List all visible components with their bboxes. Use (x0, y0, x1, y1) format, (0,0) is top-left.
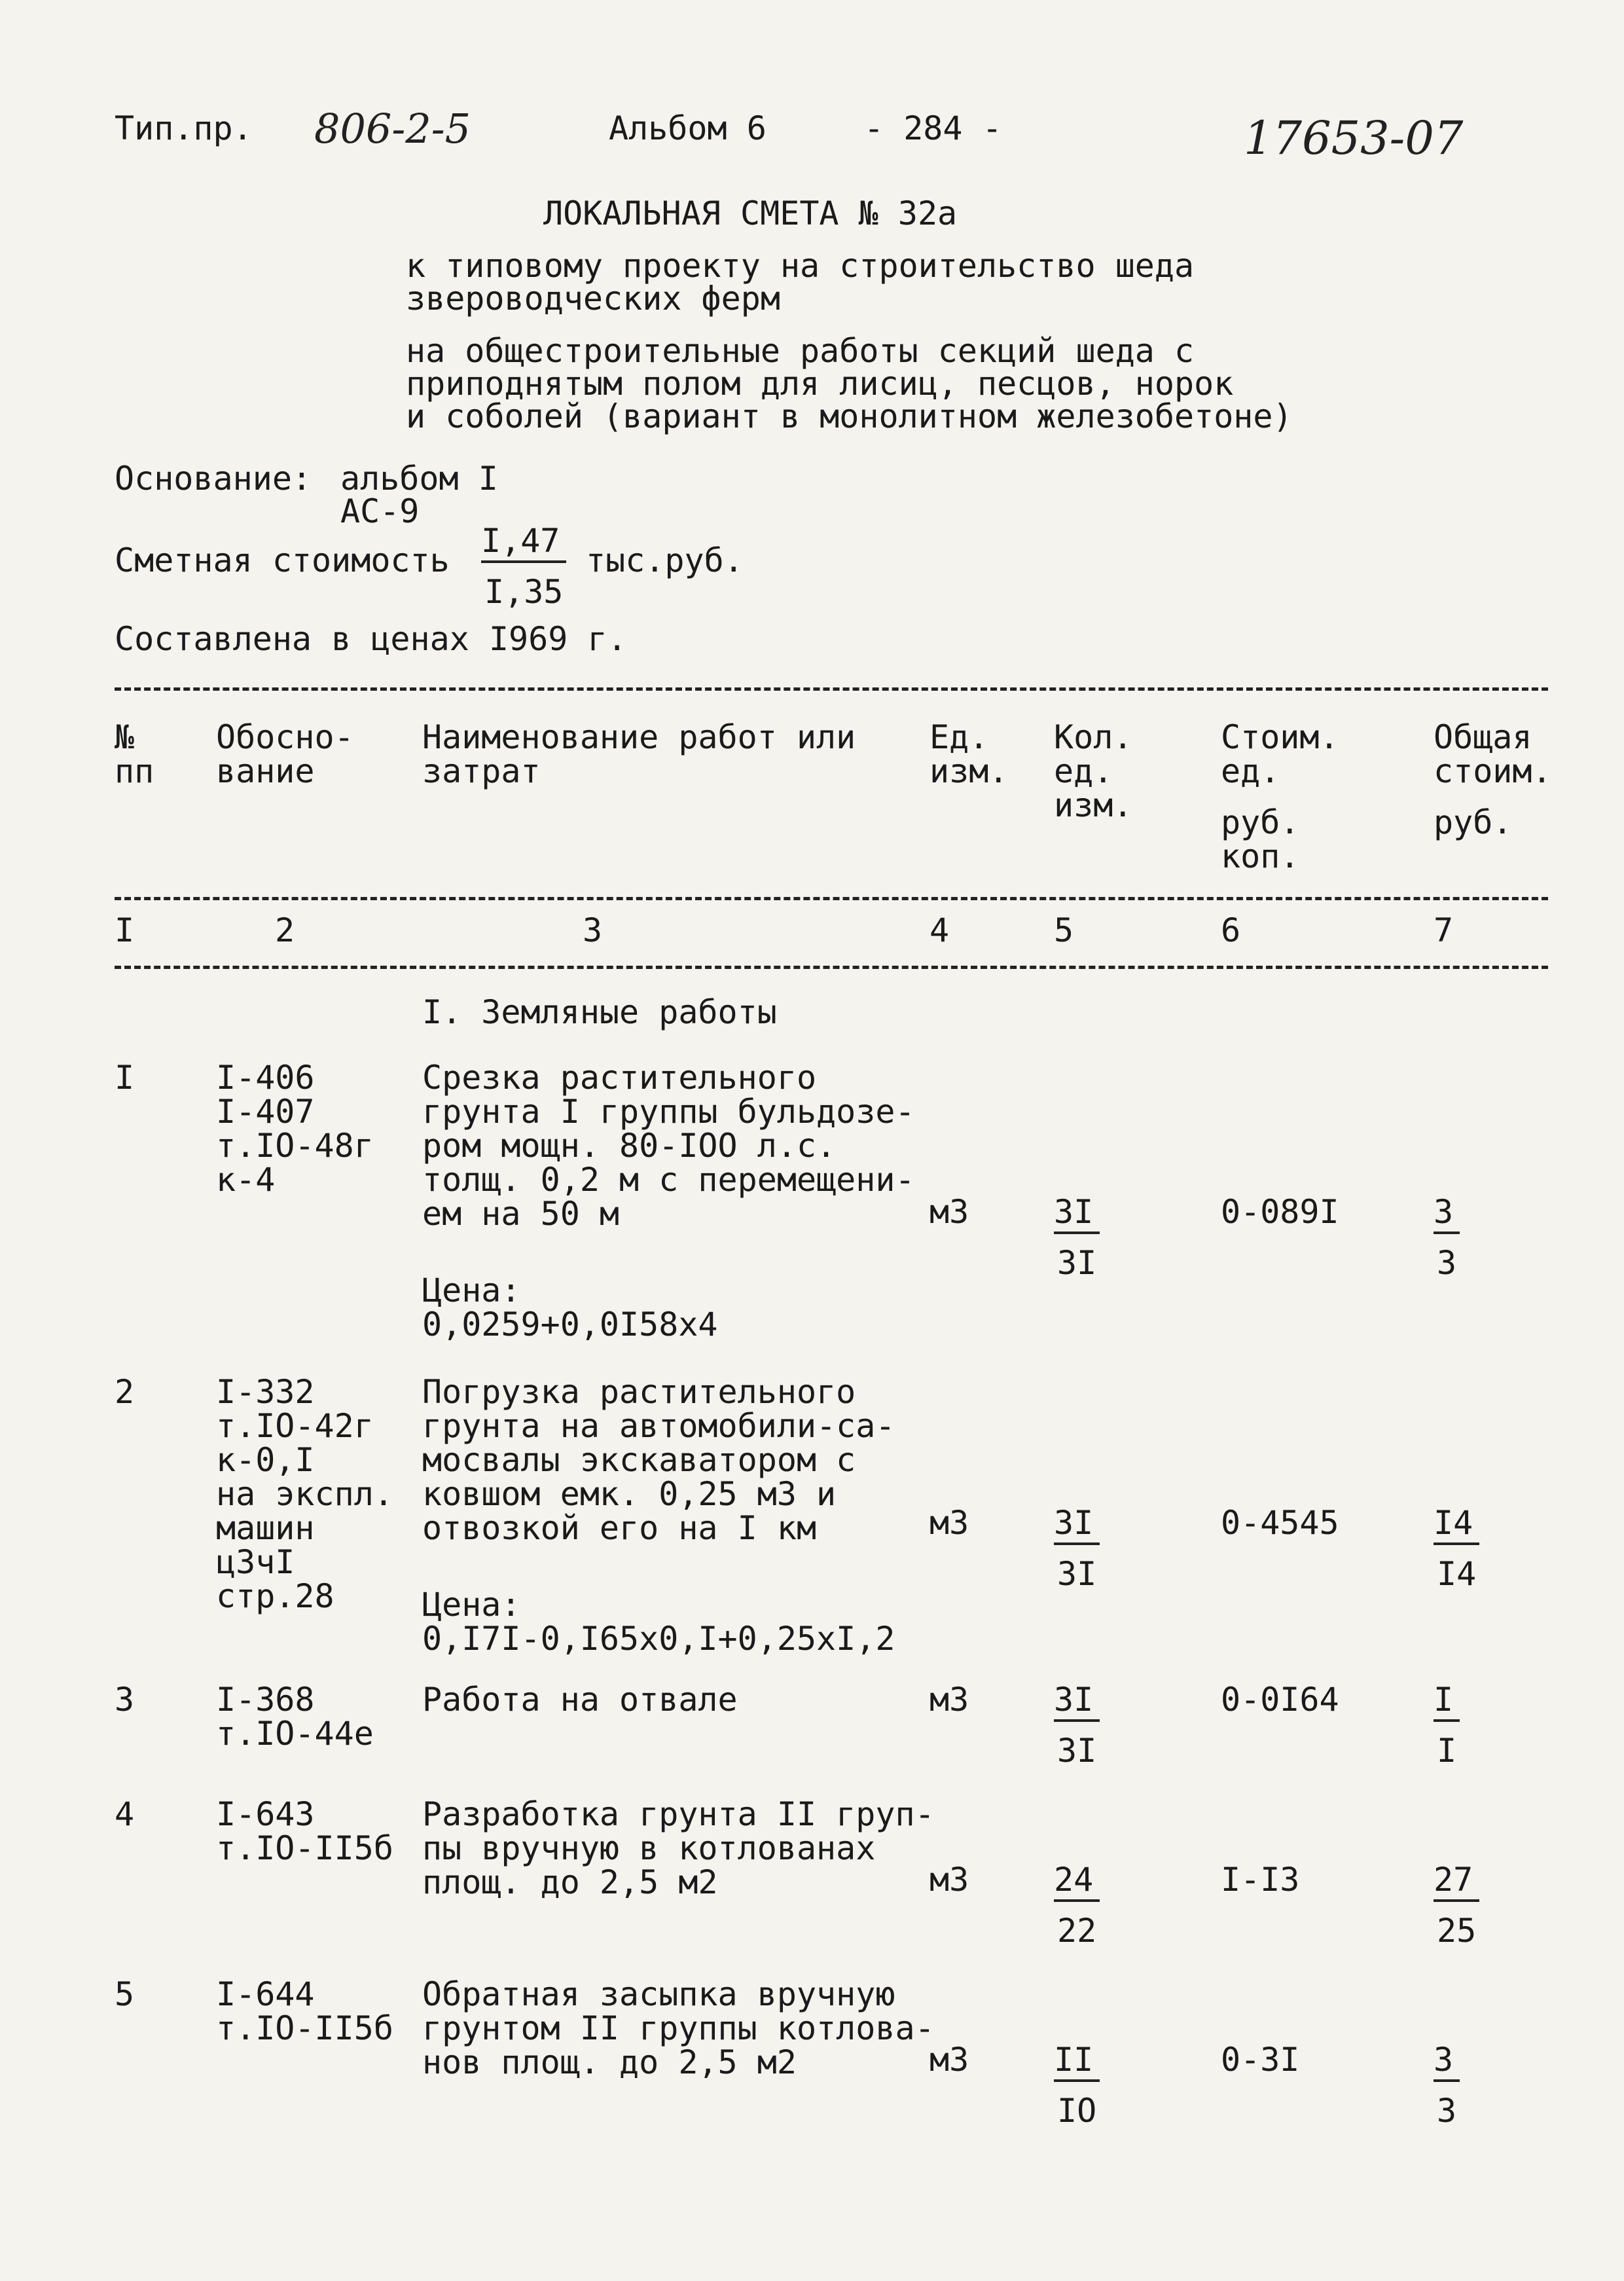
row-5-qty (1054, 2043, 1100, 2128)
row-5-total-top: 3 (1434, 2043, 1460, 2082)
row-1-total (1434, 1195, 1460, 1280)
row-3-total-top: I (1434, 1683, 1460, 1722)
row-1-num: I (115, 1059, 135, 1097)
col-number-3: 3 (583, 911, 603, 949)
header-unit-cost-currency: руб. коп. (1221, 803, 1300, 875)
divider-mid (115, 897, 1548, 900)
row-3-unit-cost: 0-0I64 (1221, 1681, 1339, 1719)
title-line-3: на общестроительные работы секций шеда с (406, 332, 1195, 370)
row-5-name: Обратная засыпка вручную грунтом II группы котлова- нов площ. до 2,5 м2 (422, 1975, 935, 2081)
header-total: Общая стоим. (1434, 718, 1552, 790)
row-3-unit: м3 (929, 1681, 969, 1719)
row-1-qty (1054, 1195, 1100, 1280)
row-5-num: 5 (115, 1975, 135, 2013)
row-4-name: Разработка грунта II груп- пы вручную в котлованах площ. до 2,5 м2 (422, 1795, 935, 1901)
row-5-unit-cost: 0-3I (1221, 2041, 1300, 2079)
row-2-name: Погрузка растительного грунта на автомобили-са- мосвалы экскаватором с ковшом емк. 0,25 м3 и отвозкой его на I км (422, 1373, 895, 1547)
header-basis: Обосно- вание (216, 718, 354, 790)
title-line-2: звероводческих ферм (406, 280, 780, 318)
row-1-total-bottom: 3 (1437, 1244, 1457, 1282)
header-unit-cost: Стоим. ед. (1221, 718, 1339, 790)
row-2-total (1434, 1506, 1479, 1591)
row-5-basis: I-644 т.IO-II5б (216, 1975, 393, 2047)
title-line-5: и соболей (вариант в монолитном железобетоне) (406, 397, 1293, 435)
type-project-label: Тип.пр. (115, 109, 253, 147)
row-2-unit-cost: 0-4545 (1221, 1504, 1339, 1542)
row-1-basis: I-406 I-407 т.IO-48г к-4 (216, 1059, 374, 1199)
page-number: - 284 - (864, 109, 1002, 147)
row-4-total-bottom: 25 (1437, 1912, 1477, 1950)
row-4-total (1434, 1863, 1479, 1948)
row-1-name: Срезка растительного грунта I группы бульдозе- ром мощн. 80-IOO л.с. толщ. 0,2 м с перемещени- ем на 50 м (422, 1059, 915, 1233)
album-label: Альбом 6 (609, 109, 767, 147)
row-3-basis: I-368 т.IO-44е (216, 1681, 374, 1753)
header-num: № пп (115, 718, 154, 790)
row-2-price-note: Цена: 0,I7I-0,I65х0,I+0,25хI,2 (422, 1586, 895, 1658)
header-qty: Кол. ед. изм. (1054, 718, 1133, 824)
row-1-price-note: Цена: 0,0259+0,0I58х4 (422, 1271, 718, 1343)
col-number-1: I (115, 911, 135, 949)
row-4-basis: I-643 т.IO-II5б (216, 1795, 393, 1867)
row-2-basis: I-332 т.IO-42г к-0,I на экспл. машин ц3чI стр.28 (216, 1373, 393, 1615)
cost-top: I,47 (481, 524, 566, 563)
row-5-qty-top: II (1054, 2043, 1100, 2082)
header-name: Наименование работ или затрат (422, 718, 856, 790)
row-2-qty-bottom: 3I (1057, 1555, 1097, 1593)
row-3-name: Работа на отвале (422, 1681, 738, 1719)
row-4-num: 4 (115, 1795, 135, 1833)
col-number-5: 5 (1054, 911, 1074, 949)
row-2-unit: м3 (929, 1504, 969, 1542)
cost-unit: тыс.руб. (586, 541, 744, 579)
row-2-qty-top: 3I (1054, 1506, 1100, 1545)
row-3-total-bottom: I (1437, 1732, 1457, 1770)
row-3-num: 3 (115, 1681, 135, 1719)
col-number-2: 2 (275, 911, 295, 949)
row-4-unit-cost: I-I3 (1221, 1861, 1300, 1899)
row-3-total (1434, 1683, 1460, 1768)
title-line-4: приподнятым полом для лисиц, песцов, норок (406, 365, 1234, 403)
divider-bottom (115, 966, 1548, 969)
row-5-qty-bottom: IO (1057, 2092, 1097, 2130)
row-2-qty (1054, 1506, 1100, 1591)
row-1-unit-cost: 0-089I (1221, 1193, 1339, 1231)
row-1-qty-bottom: 3I (1057, 1244, 1097, 1282)
row-3-qty (1054, 1683, 1100, 1768)
project-code: 806-2-5 (314, 105, 471, 153)
col-number-6: 6 (1221, 911, 1241, 949)
estimate-title: ЛОКАЛЬНАЯ СМЕТА № 32а (543, 194, 958, 232)
divider-top (115, 687, 1548, 691)
row-5-total-bottom: 3 (1437, 2092, 1457, 2130)
row-2-total-top: I4 (1434, 1506, 1479, 1545)
row-4-qty-bottom: 22 (1057, 1912, 1097, 1950)
cost-fraction (481, 524, 566, 609)
row-1-qty-top: 3I (1054, 1195, 1100, 1234)
col-number-7: 7 (1434, 911, 1454, 949)
basis-album: альбом I (340, 460, 498, 498)
row-3-qty-top: 3I (1054, 1683, 1100, 1722)
cost-bottom: I,35 (484, 573, 564, 611)
row-2-total-bottom: I4 (1437, 1555, 1477, 1593)
row-1-unit: м3 (929, 1193, 969, 1231)
basis-ac: АС-9 (340, 492, 420, 530)
row-5-total (1434, 2043, 1460, 2128)
row-3-qty-bottom: 3I (1057, 1732, 1097, 1770)
header-total-currency: руб. (1434, 803, 1513, 841)
cost-label: Сметная стоимость (115, 541, 450, 579)
row-2-num: 2 (115, 1373, 135, 1411)
row-1-total-top: 3 (1434, 1195, 1460, 1234)
row-5-unit: м3 (929, 2041, 969, 2079)
title-line-1: к типовому проекту на строительство шеда (406, 247, 1195, 285)
row-4-qty (1054, 1863, 1100, 1948)
prices-note: Составлена в ценах I969 г. (115, 620, 627, 658)
doc-number: 17653-07 (1244, 111, 1464, 165)
row-4-total-top: 27 (1434, 1863, 1479, 1902)
row-4-unit: м3 (929, 1861, 969, 1899)
section-title: I. Земляные работы (422, 993, 777, 1031)
row-4-qty-top: 24 (1054, 1863, 1100, 1902)
header-unit: Ед. изм. (929, 718, 1009, 790)
basis-label: Основание: (115, 460, 312, 498)
col-number-4: 4 (929, 911, 950, 949)
